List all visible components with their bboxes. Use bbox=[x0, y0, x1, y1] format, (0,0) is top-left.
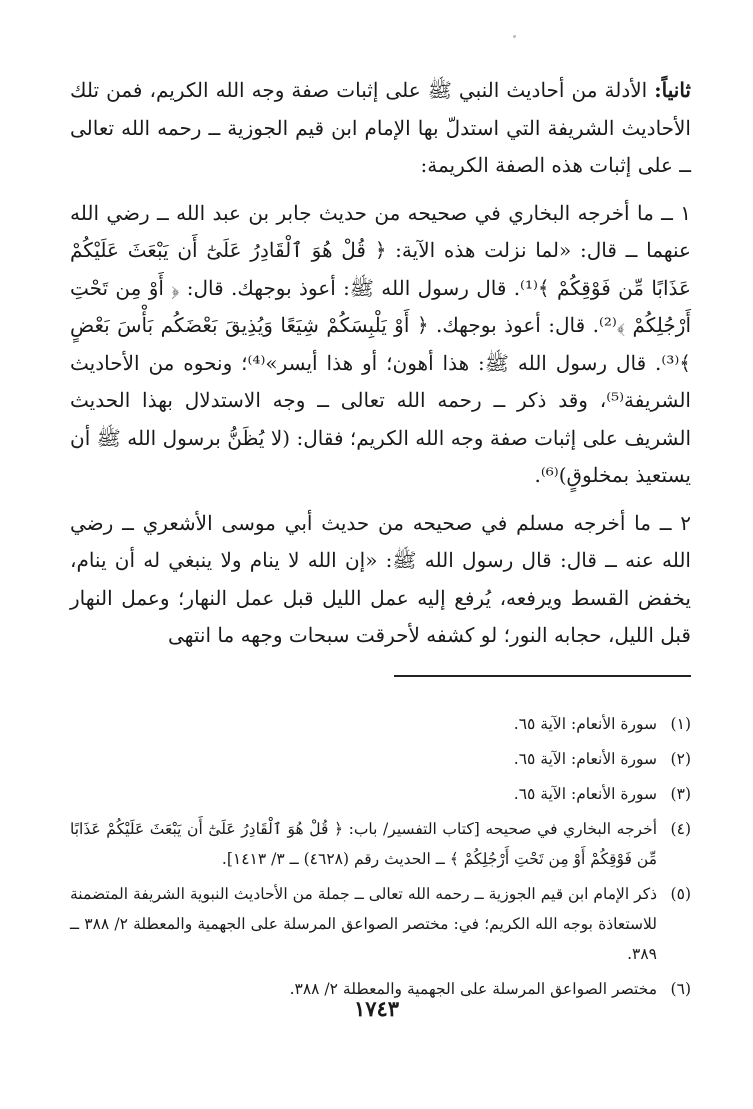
footnote-number: (١) bbox=[670, 715, 691, 733]
footnote-divider bbox=[394, 675, 691, 677]
footnote-number: (٢) bbox=[670, 750, 691, 768]
main-text bbox=[70, 72, 691, 655]
footnote-text: سورة الأنعام: الآية ٦٥. bbox=[513, 715, 657, 733]
page-number: ١٧٤٣ bbox=[353, 996, 400, 1021]
paragraph-hadith-2 bbox=[70, 505, 691, 655]
footnote-item bbox=[70, 879, 691, 969]
footnote-text: سورة الأنعام: الآية ٦٥. bbox=[513, 785, 657, 803]
footnote-item bbox=[70, 814, 691, 874]
paragraph-intro bbox=[70, 72, 691, 185]
paragraph-lead: ثانياً: bbox=[654, 78, 691, 102]
paragraph-body: الأدلة من أحاديث النبي ﷺ على إثبات صفة وجه الله الكريم، فمن تلك الأحاديث الشريفة التي استدلّ بها الإمام ابن قيم الجوزية ــ رحمه الله تعالى ــ على إثبات هذه الصفة الكريمة: bbox=[70, 78, 691, 177]
footnote-number: (٥) bbox=[670, 885, 691, 903]
footnote-item bbox=[70, 744, 691, 774]
scan-speck bbox=[513, 35, 516, 38]
footnotes-list bbox=[70, 709, 691, 1009]
footnote-text: ذكر الإمام ابن قيم الجوزية ــ رحمه الله تعالى ــ جملة من الأحاديث النبوية الشريفة المتضمنة للاستعاذة بوجه الله الكريم؛ في: مختصر الصواعق المرسلة على الجهمية والمعطلة ٢/ ٣٨٨ ــ ٣٨٩. bbox=[70, 885, 657, 963]
paragraph-hadith-1 bbox=[70, 195, 691, 495]
footnote-item bbox=[70, 779, 691, 809]
footnote-text: أخرجه البخاري في صحيحه [كتاب التفسير/ باب: ﴿ قُلْ هُوَ ٱلْقَادِرُ عَلَىٰٓ أَن يَبْعَثَ عَلَيْكُمْ عَذَابًا مِّن فَوْقِكُمْ أَوْ مِن تَحْتِ أَرْجُلِكُمْ ﴾ ــ الحديث رقم (٤٦٢٨) ــ ٣/ ١٤١٣]. bbox=[70, 820, 657, 868]
footnote-text: سورة الأنعام: الآية ٦٥. bbox=[513, 750, 657, 768]
paragraph-body: ١ ــ ما أخرجه البخاري في صحيحه من حديث جابر بن عبد الله ــ رضي الله عنهما ــ قال: «لما نزلت هذه الآية: ﴿ قُلْ هُوَ ٱلْقَادِرُ عَلَىٰٓ أَن يَبْعَثَ عَلَيْكُمْ عَذَابًا مِّن فَوْقِكُمْ ﴾⁽¹⁾. قال رسول الله ﷺ: أعوذ بوجهك. قال: ﴿ أَوْ مِن تَحْتِ أَرْجُلِكُمْ ﴾⁽²⁾. قال: أعوذ بوجهك. ﴿ أَوْ يَلْبِسَكُمْ شِيَعًا وَيُذِيقَ بَعْضَكُم بَأْسَ بَعْضٍ ﴾⁽³⁾. قال رسول الله ﷺ: هذا أهون؛ أو هذا أيسر»⁽⁴⁾؛ ونحوه من الأحاديث الشريفة⁽⁵⁾، وقد ذكر ــ رحمه الله تعالى ــ وجه الاستدلال بهذا الحديث الشريف على إثبات صفة وجه الله الكريم؛ فقال: (لا يُظَنُّ برسول الله ﷺ أن يستعيذ بمخلوقٍ)⁽⁶⁾. bbox=[70, 200, 692, 487]
footnote-item bbox=[70, 709, 691, 739]
footnote-number: (٦) bbox=[670, 980, 691, 998]
footnote-text: مختصر الصواعق المرسلة على الجهمية والمعطلة ٢/ ٣٨٨. bbox=[289, 980, 657, 998]
paragraph-body: ٢ ــ ما أخرجه مسلم في صحيحه من حديث أبي موسى الأشعري ــ رضي الله عنه ــ قال: قال رسول الله ﷺ: «إن الله لا ينام ولا ينبغي له أن ينام، يخفض القسط ويرفعه، يُرفع إليه عمل الليل قبل عمل النهار؛ وعمل النهار قبل الليل، حجابه النور؛ لو كشفه لأحرقت سبحات وجهه ما انتهى bbox=[70, 510, 691, 647]
footnote-number: (٣) bbox=[670, 785, 691, 803]
footnote-number: (٤) bbox=[670, 820, 691, 838]
